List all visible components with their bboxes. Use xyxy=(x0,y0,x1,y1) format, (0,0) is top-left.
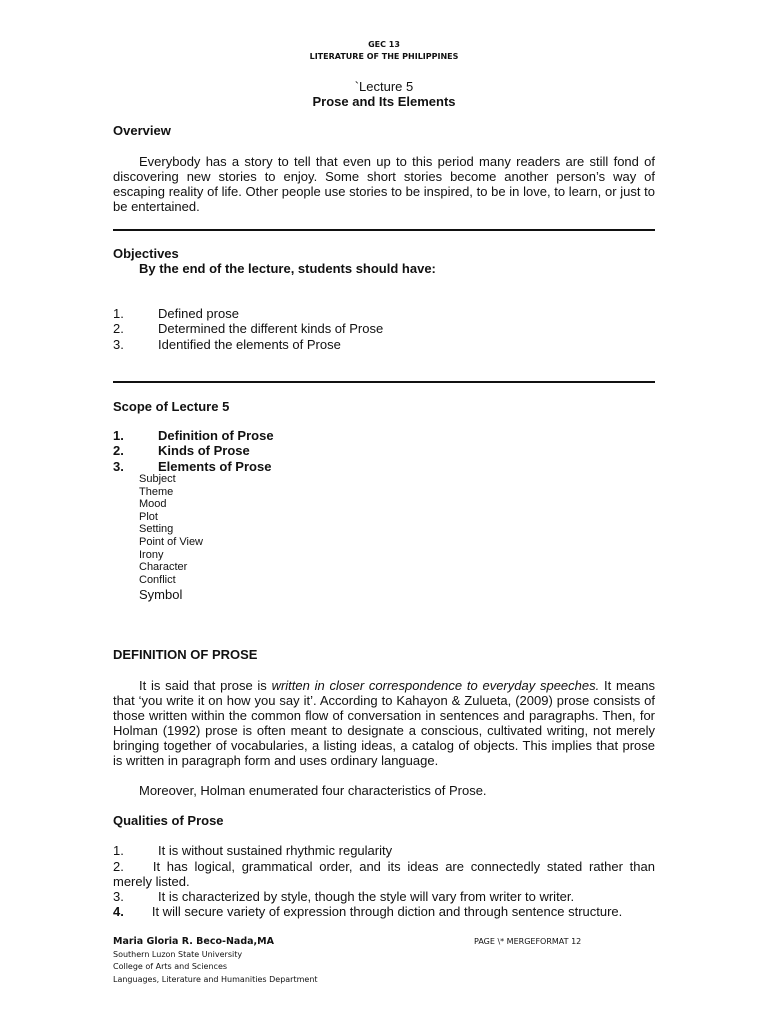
list-number: 1. xyxy=(113,428,124,443)
footer-college: College of Arts and Sciences xyxy=(113,962,228,971)
quality-item xyxy=(113,904,655,919)
definition-heading: DEFINITION OF PROSE xyxy=(113,647,258,662)
definition-text-b: It means that ‘you write it on how you say it’. According to Kahayon & Zulueta, (2009) prose consists of those written within the common flow of conversation in sentences and paragraphs. Then, for Holman (1992) prose is often meant to designate a conscious, cultivated writing, not merely bringing together of vocabularies, a listing ideas, a catalog of objects. This implies that prose is written in paragraph form and uses ordinary language. xyxy=(113,678,655,768)
lecture-number: `Lecture 5 xyxy=(354,79,414,94)
element-item: Character xyxy=(139,561,188,574)
objectives-heading: Objectives xyxy=(113,246,179,261)
list-text: Elements of Prose xyxy=(158,459,272,474)
element-item: Irony xyxy=(139,548,164,561)
list-number: 3. xyxy=(113,889,124,904)
list-text: It has logical, grammatical order, and its ideas are connectedly stated rather than merely listed. xyxy=(113,859,655,889)
definition-paragraph xyxy=(113,678,655,768)
element-item-symbol: Symbol xyxy=(139,587,183,602)
objectives-intro: By the end of the lecture, students should have: xyxy=(139,261,436,276)
elements-list xyxy=(139,473,203,586)
list-text: Determined the different kinds of Prose xyxy=(158,321,384,336)
definition-text-italic: written in closer correspondence to everyday speeches. xyxy=(271,678,600,693)
list-text: Identified the elements of Prose xyxy=(158,337,341,352)
section-divider xyxy=(113,381,655,383)
element-item: Subject xyxy=(139,473,176,485)
list-number: 3. xyxy=(113,337,124,352)
list-number: 2. xyxy=(113,321,124,336)
footer-department: Languages, Literature and Humanities Department xyxy=(113,975,318,984)
list-text: It will secure variety of expression through diction and through sentence structure. xyxy=(151,904,623,919)
list-number: 1. xyxy=(113,843,124,858)
qualities-heading: Qualities of Prose xyxy=(113,813,224,828)
list-number: 1. xyxy=(113,306,124,321)
footer-page-field: PAGE \* MERGEFORMAT 12 xyxy=(474,937,582,946)
course-title: LITERATURE OF THE PHILIPPINES xyxy=(309,52,459,61)
element-item: Mood xyxy=(139,498,167,511)
list-number: 4. xyxy=(113,904,124,919)
list-text: It is without sustained rhythmic regularity xyxy=(158,843,393,858)
element-item: Conflict xyxy=(139,573,176,586)
quality-item xyxy=(113,859,655,889)
list-number: 2. xyxy=(113,443,124,458)
list-text: Defined prose xyxy=(158,306,239,321)
element-item: Theme xyxy=(139,485,174,498)
element-item: Point of View xyxy=(139,535,204,548)
definition-text-a: It is said that prose is xyxy=(139,678,272,693)
element-item: Setting xyxy=(139,523,174,536)
footer-author: Maria Gloria R. Beco-Nada,MA xyxy=(113,936,274,947)
footer-university: Southern Luzon State University xyxy=(113,950,243,959)
list-text: Kinds of Prose xyxy=(158,443,250,458)
definition-paragraph-2: Moreover, Holman enumerated four characteristics of Prose. xyxy=(139,783,487,798)
list-number: 2. xyxy=(113,859,124,874)
element-item: Plot xyxy=(139,510,158,523)
list-number: 3. xyxy=(113,459,124,474)
lecture-title: Prose and Its Elements xyxy=(312,94,456,109)
course-code: GEC 13 xyxy=(368,40,400,49)
section-divider xyxy=(113,229,655,231)
overview-heading: Overview xyxy=(113,123,171,138)
list-text: It is characterized by style, though the style will vary from writer to writer. xyxy=(158,889,575,904)
list-text: Definition of Prose xyxy=(158,428,274,443)
scope-heading: Scope of Lecture 5 xyxy=(113,399,230,414)
overview-paragraph: Everybody has a story to tell that even up to this period many readers are still fond of discovering new stories to enjoy. Some short stories become another person’s way of escaping reality of life. Other people use stories to be inspired, to be in love, to learn, or just to be entertained. xyxy=(113,154,655,214)
